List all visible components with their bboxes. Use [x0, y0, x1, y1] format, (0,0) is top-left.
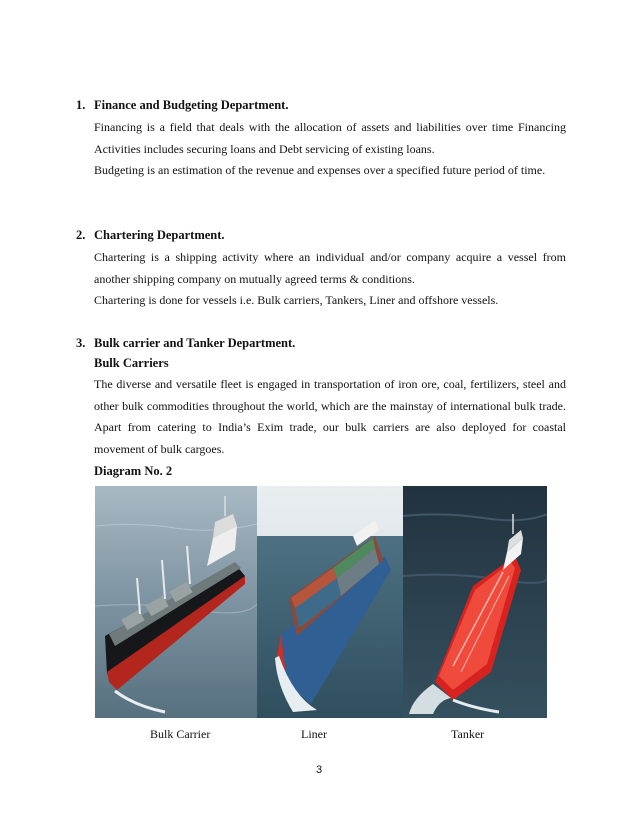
bulk-carrier-photo: [95, 486, 257, 718]
paragraph: The diverse and versatile fleet is engaged in transportation of iron ore, coal, fertilizers, steel and other bulk commodities throughout the world, which are the mainstay of international bulk trade. Apart from catering to India’s Exim trade, our bulk carriers are also deployed for coastal movement of bulk cargoes.: [94, 377, 566, 456]
paragraph: Financing is a field that deals with the allocation of assets and liabilities over time Financing Activities includes securing loans and Debt servicing of existing loans.: [94, 120, 566, 156]
section-finance: [76, 97, 566, 182]
figure-label: Diagram No. 2: [94, 464, 173, 478]
section-body: [94, 247, 566, 312]
section-number: 1.: [76, 98, 86, 112]
section-number: 2.: [76, 228, 86, 242]
paragraph: Chartering is done for vessels i.e. Bulk carriers, Tankers, Liner and offshore vessels.: [94, 293, 499, 307]
section-bulk-tanker: [76, 335, 566, 482]
page-number: 3: [315, 764, 323, 776]
section-number: 3.: [76, 336, 86, 350]
section-title: Bulk carrier and Tanker Department.: [94, 336, 296, 350]
caption-liner: Liner: [301, 727, 327, 741]
section-body: [94, 117, 566, 182]
section-heading: [76, 97, 566, 113]
subheading: Bulk Carriers: [94, 356, 169, 370]
caption-tanker: Tanker: [451, 727, 485, 741]
caption-bulk-carrier: Bulk Carrier: [150, 727, 211, 741]
paragraph: Budgeting is an estimation of the revenue and expenses over a specified future period of time.: [94, 163, 546, 177]
section-heading: [76, 227, 566, 243]
section-title: Chartering Department.: [94, 228, 225, 242]
section-chartering: [76, 227, 566, 312]
section-title: Finance and Budgeting Department.: [94, 98, 289, 112]
tanker-photo: [403, 486, 547, 718]
paragraph: Chartering is a shipping activity where an individual and/or company acquire a vessel from another shipping company on mutually agreed terms & conditions.: [94, 250, 566, 286]
ship-photos-figure: [95, 486, 547, 718]
section-heading: [76, 335, 566, 351]
section-body: [94, 374, 566, 460]
liner-photo: [257, 486, 403, 718]
